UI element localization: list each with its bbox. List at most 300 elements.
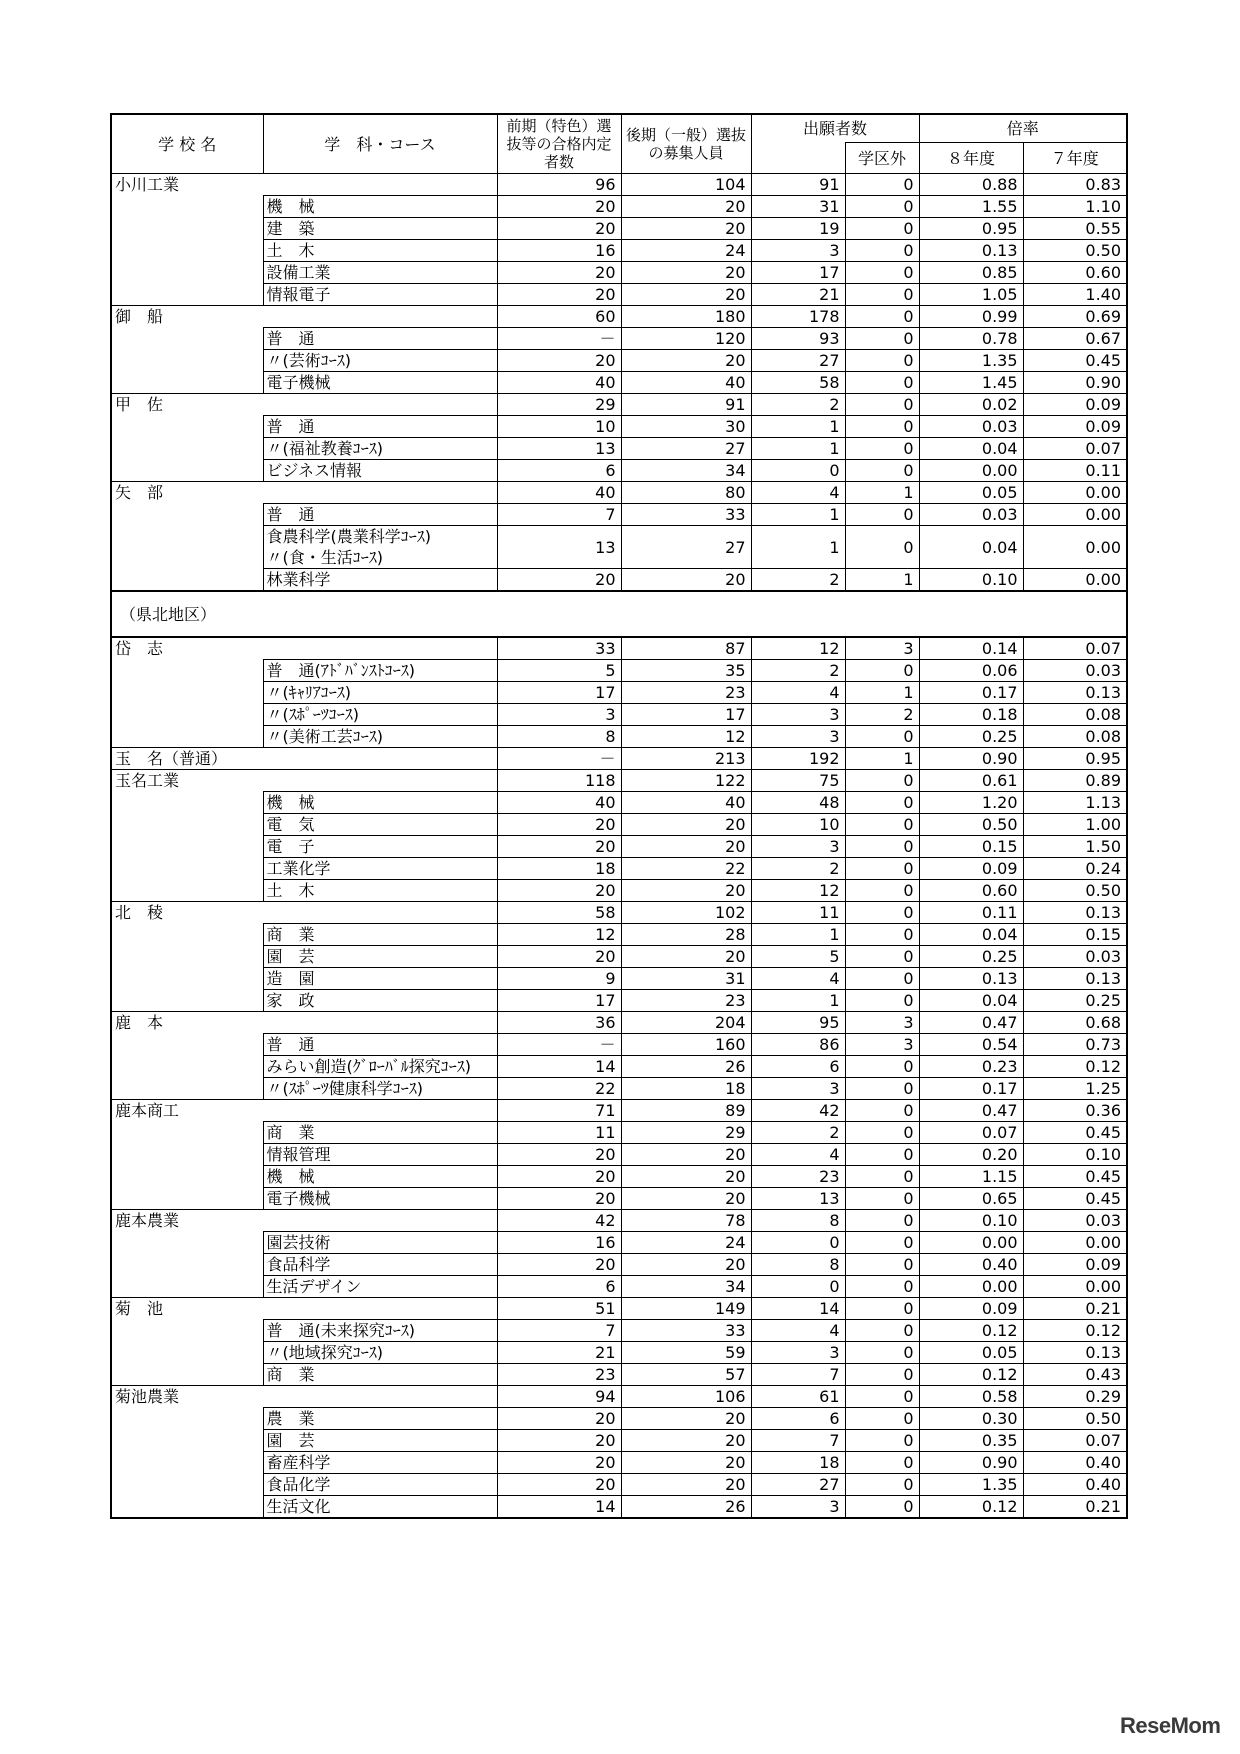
school-name: 鹿 本 [111,1012,263,1034]
applicants-cell: 21 [751,284,845,306]
ratio7-cell: 0.40 [1023,1474,1127,1496]
course-row [111,196,1127,218]
school-name [111,726,263,748]
ratio7-cell: 1.50 [1023,836,1127,858]
course-row [111,924,1127,946]
ratio7-cell: 1.25 [1023,1078,1127,1100]
out-district-cell: 0 [845,1144,919,1166]
out-district-cell: 0 [845,946,919,968]
late-cell: 34 [621,460,751,482]
school-name [111,1452,263,1474]
applicants-cell: 10 [751,814,845,836]
applicants-cell: 4 [751,682,845,704]
applicants-cell: 48 [751,792,845,814]
school-row [111,174,1127,196]
course-name: 情報電子 [263,284,497,306]
early-cell: 8 [497,726,621,748]
early-cell: 20 [497,1474,621,1496]
late-cell: 204 [621,1012,751,1034]
ratio7-cell: 0.36 [1023,1100,1127,1122]
early-cell: 13 [497,526,621,569]
early-cell: 20 [497,218,621,240]
course-row [111,1122,1127,1144]
ratio7-cell: 0.25 [1023,990,1127,1012]
early-cell: 20 [497,1452,621,1474]
school-name: 玉 名（普通） [111,748,497,770]
school-name [111,792,263,814]
school-name [111,1320,263,1342]
out-district-cell: 2 [845,704,919,726]
course-row [111,1232,1127,1254]
ratio8-cell: 1.35 [919,1474,1023,1496]
early-cell: 51 [497,1298,621,1320]
school-name [111,284,263,306]
applicants-cell: 18 [751,1452,845,1474]
ratio7-cell: 0.12 [1023,1056,1127,1078]
out-district-cell: 0 [845,968,919,990]
school-row [111,306,1127,328]
applicants-cell: 91 [751,174,845,196]
ratio8-cell: 0.07 [919,1122,1023,1144]
course-name: 機 械 [263,196,497,218]
applicants-cell: 1 [751,990,845,1012]
early-cell: 12 [497,924,621,946]
out-district-cell: 0 [845,372,919,394]
header-school: 学 校 名 [111,114,263,174]
ratio8-cell: 0.05 [919,482,1023,504]
applicants-cell: 93 [751,328,845,350]
region-label: （県北地区） [111,591,1127,637]
out-district-cell: 0 [845,504,919,526]
course-name: みらい創造(ｸﾞﾛｰﾊﾞﾙ探究ｺｰｽ) [263,1056,497,1078]
ratio7-cell: 0.24 [1023,858,1127,880]
course-name [263,637,497,660]
applicants-cell: 1 [751,924,845,946]
early-cell: 6 [497,460,621,482]
applicants-cell: 42 [751,1100,845,1122]
ratio8-cell: 0.05 [919,1342,1023,1364]
ratio8-cell: 0.85 [919,262,1023,284]
early-cell: 96 [497,174,621,196]
course-name: 情報管理 [263,1144,497,1166]
out-district-cell: 0 [845,328,919,350]
ratio8-cell: 0.90 [919,1452,1023,1474]
course-name: 園芸技術 [263,1232,497,1254]
out-district-cell: 0 [845,990,919,1012]
header-early-selection: 前期（特色）選抜等の合格内定者数 [497,114,621,174]
early-cell: 36 [497,1012,621,1034]
ratio7-cell: 0.68 [1023,1012,1127,1034]
ratio8-cell: 0.25 [919,946,1023,968]
ratio7-cell: 0.03 [1023,660,1127,682]
late-cell: 20 [621,946,751,968]
late-cell: 17 [621,704,751,726]
late-cell: 20 [621,284,751,306]
ratio8-cell: 1.05 [919,284,1023,306]
late-cell: 18 [621,1078,751,1100]
course-row [111,814,1127,836]
early-cell: 60 [497,306,621,328]
ratio8-cell: 0.54 [919,1034,1023,1056]
early-cell: 20 [497,1408,621,1430]
late-cell: 31 [621,968,751,990]
admissions-table [110,113,1128,1519]
course-name: 畜産科学 [263,1452,497,1474]
late-cell: 20 [621,350,751,372]
early-cell: 20 [497,350,621,372]
applicants-cell: 12 [751,637,845,660]
school-name [111,990,263,1012]
out-district-cell: 0 [845,526,919,569]
applicants-cell: 3 [751,1078,845,1100]
early-cell: 118 [497,770,621,792]
course-row [111,372,1127,394]
course-row [111,726,1127,748]
ratio8-cell: 0.00 [919,1276,1023,1298]
course-name: ビジネス情報 [263,460,497,482]
late-cell: 40 [621,792,751,814]
late-cell: 23 [621,682,751,704]
school-row [111,1298,1127,1320]
early-cell: － [497,328,621,350]
school-name [111,1474,263,1496]
course-row [111,968,1127,990]
applicants-cell: 2 [751,858,845,880]
applicants-cell: 2 [751,1122,845,1144]
ratio8-cell: 0.02 [919,394,1023,416]
region-row [111,591,1127,637]
early-cell: 20 [497,1166,621,1188]
ratio8-cell: 0.00 [919,1232,1023,1254]
applicants-cell: 1 [751,504,845,526]
out-district-cell: 0 [845,1408,919,1430]
out-district-cell: 0 [845,1188,919,1210]
course-name: 普 通(未来探究ｺｰｽ) [263,1320,497,1342]
early-cell: 20 [497,1254,621,1276]
course-name [263,1386,497,1408]
out-district-cell: 0 [845,438,919,460]
ratio7-cell: 0.00 [1023,1276,1127,1298]
ratio7-cell: 0.83 [1023,174,1127,196]
late-cell: 26 [621,1056,751,1078]
out-district-cell: 0 [845,1100,919,1122]
late-cell: 20 [621,218,751,240]
early-cell: 40 [497,482,621,504]
early-cell: 33 [497,637,621,660]
late-cell: 20 [621,1408,751,1430]
early-cell: － [497,1034,621,1056]
late-cell: 89 [621,1100,751,1122]
course-row [111,569,1127,592]
ratio7-cell: 0.00 [1023,1232,1127,1254]
ratio7-cell: 0.09 [1023,394,1127,416]
school-name [111,350,263,372]
school-name [111,416,263,438]
school-row [111,1100,1127,1122]
applicants-cell: 8 [751,1254,845,1276]
course-row [111,1166,1127,1188]
course-name: 普 通 [263,416,497,438]
out-district-cell: 0 [845,1320,919,1342]
out-district-cell: 0 [845,306,919,328]
ratio8-cell: 0.12 [919,1320,1023,1342]
course-name: 設備工業 [263,262,497,284]
late-cell: 29 [621,1122,751,1144]
course-name [263,902,497,924]
ratio7-cell: 0.21 [1023,1298,1127,1320]
ratio8-cell: 0.90 [919,748,1023,770]
header-year8: ８年度 [919,143,1023,174]
ratio8-cell: 0.12 [919,1364,1023,1386]
early-cell: 20 [497,880,621,902]
early-cell: 20 [497,196,621,218]
school-name [111,660,263,682]
ratio8-cell: 0.03 [919,504,1023,526]
ratio8-cell: 1.20 [919,792,1023,814]
school-name [111,1254,263,1276]
out-district-cell: 3 [845,637,919,660]
school-name [111,836,263,858]
course-name: 〃(地域探究ｺｰｽ) [263,1342,497,1364]
course-row [111,1320,1127,1342]
school-name [111,460,263,482]
early-cell: 5 [497,660,621,682]
late-cell: 33 [621,1320,751,1342]
early-cell: 21 [497,1342,621,1364]
ratio7-cell: 0.08 [1023,726,1127,748]
course-name: 商 業 [263,1122,497,1144]
ratio7-cell: 0.45 [1023,1166,1127,1188]
course-name: 工業化学 [263,858,497,880]
early-cell: － [497,748,621,770]
late-cell: 23 [621,990,751,1012]
ratio8-cell: 0.03 [919,416,1023,438]
out-district-cell: 0 [845,196,919,218]
ratio8-cell: 0.10 [919,1210,1023,1232]
late-cell: 91 [621,394,751,416]
ratio8-cell: 0.50 [919,814,1023,836]
applicants-cell: 5 [751,946,845,968]
out-district-cell: 0 [845,1364,919,1386]
out-district-cell: 1 [845,682,919,704]
course-row [111,438,1127,460]
early-cell: 16 [497,240,621,262]
course-row [111,1474,1127,1496]
course-row [111,416,1127,438]
out-district-cell: 0 [845,1276,919,1298]
applicants-cell: 31 [751,196,845,218]
late-cell: 160 [621,1034,751,1056]
course-row [111,1276,1127,1298]
ratio8-cell: 0.65 [919,1188,1023,1210]
applicants-cell: 0 [751,1232,845,1254]
late-cell: 20 [621,196,751,218]
school-name: 矢 部 [111,482,263,504]
applicants-cell: 1 [751,416,845,438]
school-name [111,858,263,880]
early-cell: 20 [497,814,621,836]
early-cell: 23 [497,1364,621,1386]
course-row [111,218,1127,240]
ratio7-cell: 0.08 [1023,704,1127,726]
early-cell: 14 [497,1056,621,1078]
ratio8-cell: 0.35 [919,1430,1023,1452]
course-row [111,836,1127,858]
applicants-cell: 3 [751,726,845,748]
ratio8-cell: 1.45 [919,372,1023,394]
ratio8-cell: 0.04 [919,526,1023,569]
ratio8-cell: 0.60 [919,880,1023,902]
ratio8-cell: 0.04 [919,990,1023,1012]
course-name: 園 芸 [263,1430,497,1452]
applicants-cell: 4 [751,1320,845,1342]
course-name: 造 園 [263,968,497,990]
school-name [111,1408,263,1430]
ratio7-cell: 0.89 [1023,770,1127,792]
applicants-cell: 13 [751,1188,845,1210]
school-name [111,1430,263,1452]
applicants-cell: 1 [751,526,845,569]
late-cell: 149 [621,1298,751,1320]
out-district-cell: 0 [845,394,919,416]
course-name-line1: 食農科学(農業科学ｺｰｽ) [266,527,431,546]
late-cell: 27 [621,438,751,460]
header-ratio: 倍率 [919,114,1127,143]
course-name: 商 業 [263,1364,497,1386]
course-row [111,1078,1127,1100]
late-cell: 87 [621,637,751,660]
course-row [111,682,1127,704]
school-name: 北 稜 [111,902,263,924]
ratio8-cell: 0.23 [919,1056,1023,1078]
school-row [111,1012,1127,1034]
header-applicants-blank [751,143,845,174]
course-name [263,1100,497,1122]
applicants-cell: 0 [751,460,845,482]
applicants-cell: 3 [751,1496,845,1519]
early-cell: 20 [497,569,621,592]
late-cell: 20 [621,569,751,592]
ratio8-cell: 0.47 [919,1012,1023,1034]
out-district-cell: 0 [845,836,919,858]
out-district-cell: 0 [845,924,919,946]
early-cell: 20 [497,262,621,284]
course-name: 家 政 [263,990,497,1012]
applicants-cell: 6 [751,1408,845,1430]
late-cell: 20 [621,262,751,284]
early-cell: 11 [497,1122,621,1144]
course-row [111,660,1127,682]
course-name: 機 械 [263,792,497,814]
applicants-cell: 7 [751,1364,845,1386]
course-name [263,482,497,504]
applicants-cell: 17 [751,262,845,284]
ratio8-cell: 0.04 [919,438,1023,460]
out-district-cell: 0 [845,1474,919,1496]
applicants-cell: 27 [751,1474,845,1496]
school-name [111,1144,263,1166]
out-district-cell: 0 [845,660,919,682]
out-district-cell: 1 [845,748,919,770]
ratio7-cell: 0.50 [1023,240,1127,262]
course-name: 園 芸 [263,946,497,968]
out-district-cell: 0 [845,1078,919,1100]
late-cell: 80 [621,482,751,504]
ratio8-cell: 0.30 [919,1408,1023,1430]
early-cell: 17 [497,682,621,704]
late-cell: 20 [621,1474,751,1496]
ratio8-cell: 0.47 [919,1100,1023,1122]
late-cell: 20 [621,836,751,858]
out-district-cell: 0 [845,858,919,880]
late-cell: 24 [621,1232,751,1254]
course-row [111,880,1127,902]
course-row [111,526,1127,569]
late-cell: 122 [621,770,751,792]
ratio8-cell: 1.35 [919,350,1023,372]
late-cell: 35 [621,660,751,682]
applicants-cell: 2 [751,660,845,682]
ratio8-cell: 0.78 [919,328,1023,350]
school-name: 玉名工業 [111,770,263,792]
ratio7-cell: 1.10 [1023,196,1127,218]
late-cell: 20 [621,1166,751,1188]
ratio7-cell: 0.69 [1023,306,1127,328]
ratio8-cell: 0.13 [919,240,1023,262]
ratio8-cell: 1.55 [919,196,1023,218]
applicants-cell: 4 [751,482,845,504]
early-cell: 20 [497,1430,621,1452]
course-name: 土 木 [263,240,497,262]
course-name: 機 械 [263,1166,497,1188]
applicants-cell: 192 [751,748,845,770]
school-name [111,1342,263,1364]
school-name [111,569,263,592]
applicants-cell: 4 [751,1144,845,1166]
school-name [111,814,263,836]
ratio7-cell: 0.13 [1023,1342,1127,1364]
course-row [111,704,1127,726]
out-district-cell: 0 [845,416,919,438]
early-cell: 7 [497,504,621,526]
early-cell: 58 [497,902,621,924]
course-row [111,240,1127,262]
header-late-recruitment: 後期（一般）選抜の募集人員 [621,114,751,174]
out-district-cell: 0 [845,1210,919,1232]
course-name: 生活文化 [263,1496,497,1519]
applicants-cell: 12 [751,880,845,902]
ratio7-cell: 0.13 [1023,968,1127,990]
early-cell: 20 [497,1144,621,1166]
applicants-cell: 75 [751,770,845,792]
early-cell: 9 [497,968,621,990]
late-cell: 180 [621,306,751,328]
ratio8-cell: 0.17 [919,1078,1023,1100]
early-cell: 6 [497,1276,621,1298]
early-cell: 42 [497,1210,621,1232]
table-body [111,174,1127,1519]
ratio7-cell: 0.15 [1023,924,1127,946]
late-cell: 33 [621,504,751,526]
late-cell: 12 [621,726,751,748]
school-name: 鹿本農業 [111,1210,263,1232]
ratio7-cell: 0.60 [1023,262,1127,284]
school-name [111,328,263,350]
ratio7-cell: 0.50 [1023,880,1127,902]
school-name: 小川工業 [111,174,263,196]
ratio8-cell: 0.95 [919,218,1023,240]
ratio8-cell: 0.04 [919,924,1023,946]
